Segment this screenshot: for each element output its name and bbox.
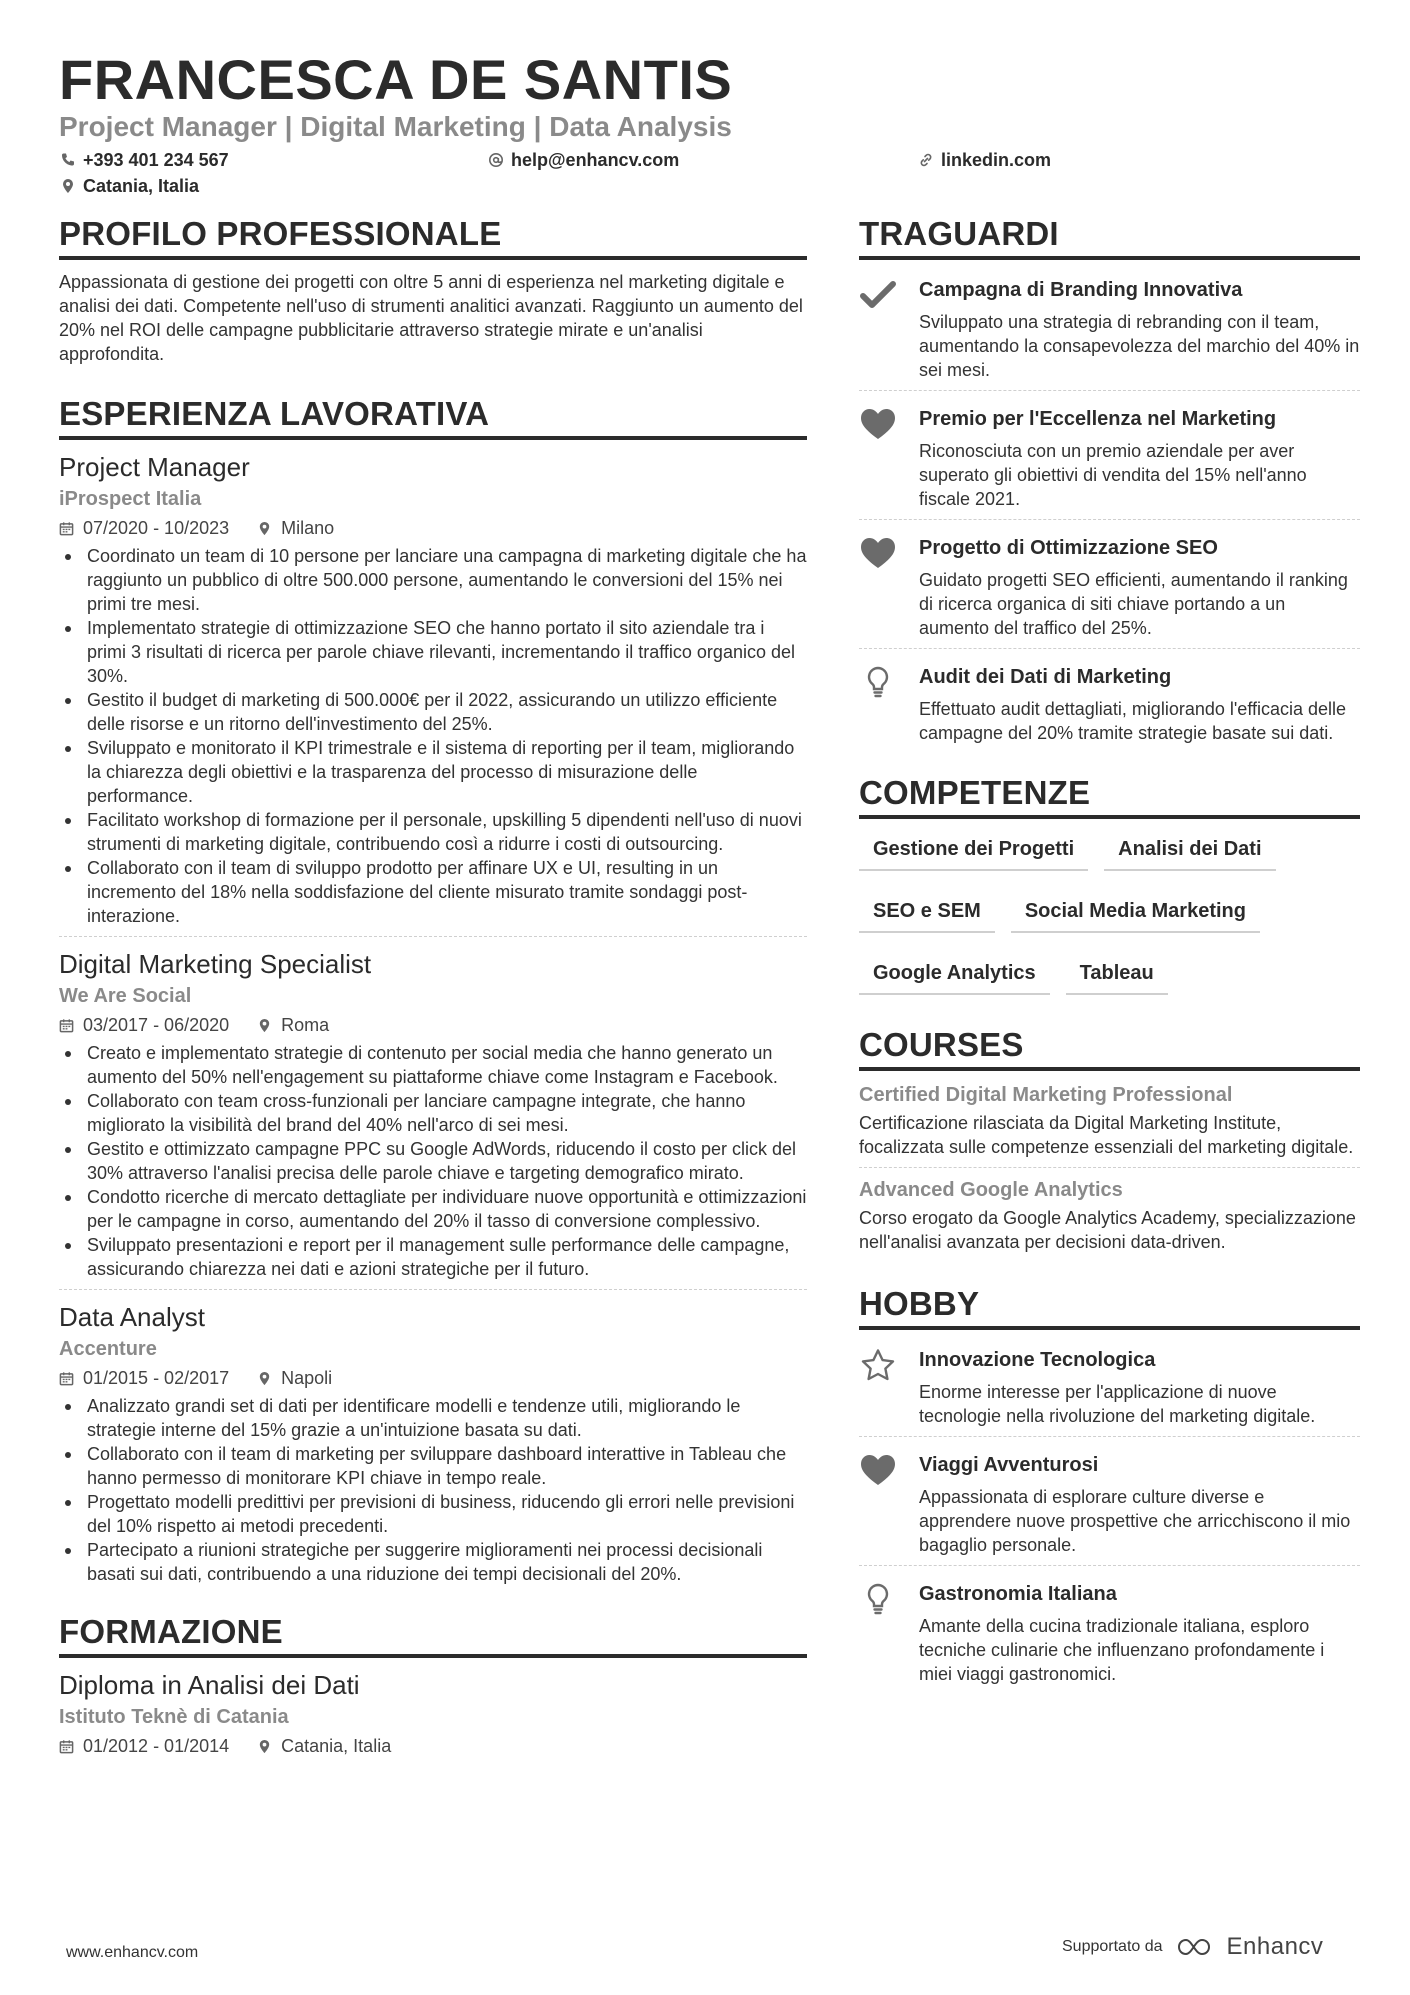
profile-section-title: PROFILO PROFESSIONALE <box>59 214 807 260</box>
skill-tag: Google Analytics <box>859 953 1050 995</box>
hobby-title: Innovazione Tecnologica <box>919 1349 1156 1371</box>
achievements-section-title: TRAGUARDI <box>859 214 1360 260</box>
left-column <box>59 214 807 1762</box>
hobby-desc: Amante della cucina tradizionale italiana, esploro tecniche culinarie che influenzano profondamente i miei viaggi gastronomici. <box>919 1616 1325 1684</box>
job-location-text: Milano <box>281 518 335 538</box>
course-desc: Certificazione rilasciata da Digital Marketing Institute, focalizzata sulle competenze essenziali del marketing digitale. <box>859 1113 1354 1157</box>
degree-title: Diploma in Analisi dei Dati <box>59 1670 360 1700</box>
experience-section-title: ESPERIENZA LAVORATIVA <box>59 394 807 440</box>
job-bullet: Collaborato con il team di marketing per sviluppare dashboard interattive in Tableau che hanno permesso di monitorare KPI chiave in tempo reale. <box>59 1442 807 1490</box>
skills-section-title: COMPETENZE <box>859 773 1360 819</box>
star-icon <box>859 1348 897 1382</box>
location-pin-icon <box>257 1371 272 1386</box>
location-pin-icon <box>60 178 76 194</box>
hobby-desc: Enorme interesse per l'applicazione di nuove tecnologie nella rivoluzione del marketing digitale. <box>919 1382 1316 1426</box>
achievement-desc: Effettuato audit dettagliati, migliorando l'efficacia delle campagne del 20% tramite strategie basate sui dati. <box>919 699 1347 743</box>
hobby-item <box>859 1574 1360 1694</box>
linkedin-text: linkedin.com <box>941 150 1052 170</box>
course-title: Certified Digital Marketing Professional <box>859 1084 1233 1106</box>
job-bullet: Sviluppato presentazioni e report per il management sulle performance delle campagne, assicurando chiarezza nei dati e azioni strategiche per il futuro. <box>59 1233 807 1281</box>
phone-text: +393 401 234 567 <box>83 150 229 170</box>
job-title: Project Manager <box>59 452 250 482</box>
achievement-desc: Sviluppato una strategia di rebranding con il team, aumentando la consapevolezza del marchio del 40% in sei mesi. <box>919 312 1360 380</box>
job-bullet: Gestito il budget di marketing di 500.000€ per il 2022, assicurando un utilizzo efficiente delle risorse e un ritorno dell'investimento del 25%. <box>59 688 807 736</box>
job-dates: 03/2017 - 06/2020 <box>83 1015 230 1035</box>
job-entry <box>59 450 807 937</box>
job-entry <box>59 1300 807 1594</box>
job-meta <box>59 1366 807 1390</box>
achievement-item <box>859 399 1360 520</box>
hobby-item <box>859 1340 1360 1437</box>
email-text: help@enhancv.com <box>511 150 680 170</box>
location-pin-icon <box>257 1739 272 1754</box>
job-location <box>257 1366 332 1390</box>
heart-icon <box>859 407 897 441</box>
course-item <box>859 1176 1360 1262</box>
job-bullet: Gestito e ottimizzato campagne PPC su Google AdWords, riducendo il costo per click del 30% attraverso l'analisi precisa delle parole chiave e targeting demografico mirato. <box>59 1137 807 1185</box>
calendar-icon <box>59 521 74 536</box>
job-bullet: Progettato modelli predittivi per previsioni di business, riducendo gli errori nelle previsioni del 10% rispetto ai metodi precedenti. <box>59 1490 807 1538</box>
course-title: Advanced Google Analytics <box>859 1179 1123 1201</box>
calendar-icon <box>59 1739 74 1754</box>
heart-icon <box>859 1453 897 1487</box>
footer-website[interactable]: www.enhancv.com <box>66 1944 199 1961</box>
education-location <box>257 1734 391 1758</box>
course-item <box>859 1081 1360 1168</box>
hobby-title: Gastronomia Italiana <box>919 1583 1117 1605</box>
job-entry <box>59 947 807 1290</box>
education-meta <box>59 1734 807 1758</box>
education-location-text: Catania, Italia <box>281 1736 392 1756</box>
job-location <box>257 516 334 540</box>
company-name: iProspect Italia <box>59 488 202 510</box>
heart-icon <box>859 536 897 570</box>
lightbulb-icon <box>859 1582 897 1616</box>
job-bullet: Creato e implementato strategie di contenuto per social media che hanno generato un aumento del 50% nell'engagement su piattaforme chiave come Instagram e Facebook. <box>59 1041 807 1089</box>
courses-section-title: COURSES <box>859 1025 1360 1071</box>
skill-tag: Social Media Marketing <box>1011 891 1260 933</box>
check-icon <box>859 278 897 312</box>
location-pin-icon <box>257 1018 272 1033</box>
phone-icon <box>60 152 76 168</box>
achievement-item <box>859 270 1360 391</box>
footer-powered-by[interactable] <box>1062 1933 1324 1960</box>
job-dates: 01/2015 - 02/2017 <box>83 1368 230 1388</box>
job-bullets <box>59 1394 807 1586</box>
enhancv-logo-icon <box>1175 1936 1221 1958</box>
job-bullet: Analizzato grandi set di dati per identificare modelli e tendenze utili, migliorando le strategie interne del 15% grazie a un'intuizione basata su dati. <box>59 1394 807 1442</box>
job-dates: 07/2020 - 10/2023 <box>83 518 230 538</box>
job-title: Digital Marketing Specialist <box>59 949 372 979</box>
achievement-title: Campagna di Branding Innovativa <box>919 279 1243 301</box>
enhancv-brand: Enhancv <box>1226 1933 1324 1960</box>
contact-linkedin[interactable] <box>918 148 1051 172</box>
achievement-item <box>859 528 1360 649</box>
company-name: We Are Social <box>59 985 192 1007</box>
link-icon <box>918 152 934 168</box>
achievement-desc: Guidato progetti SEO efficienti, aumentando il ranking di ricerca organica di siti chiave portando a un aumento del traffico del 25%. <box>919 570 1348 638</box>
contact-phone[interactable] <box>60 148 229 172</box>
skill-tag: SEO e SEM <box>859 891 995 933</box>
job-bullet: Condotto ricerche di mercato dettagliate per individuare nuove opportunità e ottimizzazioni per le campagne in corso, aumentando del 20% il tasso di conversione complessivo. <box>59 1185 807 1233</box>
right-column <box>859 214 1360 1714</box>
achievement-desc: Riconosciuta con un premio aziendale per aver superato gli obiettivi di vendita del 15% nell'anno fiscale 2021. <box>919 441 1307 509</box>
contact-location <box>60 174 199 198</box>
course-desc: Corso erogato da Google Analytics Academy, specializzazione nell'analisi avanzata per decisioni data-driven. <box>859 1208 1356 1252</box>
lightbulb-icon <box>859 665 897 699</box>
education-section-title: FORMAZIONE <box>59 1612 807 1658</box>
job-bullet: Collaborato con il team di sviluppo prodotto per affinare UX e UI, resulting in un incremento del 18% nella soddisfazione del cliente misurato tramite sondaggi post-interazione. <box>59 856 807 928</box>
achievement-item <box>859 657 1360 753</box>
job-location <box>257 1013 329 1037</box>
job-location-text: Napoli <box>281 1368 333 1388</box>
achievement-title: Progetto di Ottimizzazione SEO <box>919 537 1218 559</box>
job-bullet: Sviluppato e monitorato il KPI trimestrale e il sistema di reporting per il team, migliorando la chiarezza degli obiettivi e la trasparenza del processo di misurazione delle performance. <box>59 736 807 808</box>
school-name: Istituto Teknè di Catania <box>59 1706 289 1728</box>
profile-summary: Appassionata di gestione dei progetti con oltre 5 anni di esperienza nel marketing digitale e analisi dei dati. Competente nell'uso di strumenti analitici avanzati. Raggiunto un aumento del 20% nel ROI delle campagne pubblicitarie attraverso strategie mirate e un'analisi approfondita. <box>59 272 803 364</box>
job-bullets <box>59 544 807 928</box>
job-title: Data Analyst <box>59 1302 205 1332</box>
calendar-icon <box>59 1018 74 1033</box>
job-bullet: Coordinato un team di 10 persone per lanciare una campagna di marketing digitale che ha raggiunto un pubblico di oltre 500.000 persone, aumentando le conversioni del 15% nei primi tre mesi. <box>59 544 807 616</box>
at-icon <box>488 152 504 168</box>
achievement-title: Premio per l'Eccellenza nel Marketing <box>919 408 1277 430</box>
job-meta <box>59 516 807 540</box>
hobby-title: Viaggi Avventurosi <box>919 1454 1099 1476</box>
skill-tag: Tableau <box>1066 953 1168 995</box>
location-pin-icon <box>257 521 272 536</box>
job-bullet: Facilitato workshop di formazione per il personale, upskilling 5 dipendenti nell'uso di nuovi strumenti di marketing digitale, contribuendo così a ridurre i costi di outsourcing. <box>59 808 807 856</box>
skill-tag: Analisi dei Dati <box>1104 829 1275 871</box>
job-bullet: Partecipato a riunioni strategiche per suggerire miglioramenti nei processi decisionali basati sui dati, contribuendo a una riduzione dei tempi decisionali del 20%. <box>59 1538 807 1586</box>
job-meta <box>59 1013 807 1037</box>
location-text: Catania, Italia <box>83 176 200 196</box>
job-bullets <box>59 1041 807 1281</box>
hobby-section-title: HOBBY <box>859 1284 1360 1330</box>
hobby-desc: Appassionata di esplorare culture diverse e apprendere nuove prospettive che arricchiscono il mio bagaglio personale. <box>919 1487 1351 1555</box>
skills-list <box>859 829 1360 1015</box>
candidate-name: FRANCESCA DE SANTIS <box>59 48 733 111</box>
job-bullet: Implementato strategie di ottimizzazione SEO che hanno portato il sito aziendale tra i primi 3 risultati di ricerca per parole chiave rilevanti, incrementando il traffico organico del 30%. <box>59 616 807 688</box>
skill-tag: Gestione dei Progetti <box>859 829 1088 871</box>
education-dates: 01/2012 - 01/2014 <box>83 1736 230 1756</box>
contact-email[interactable] <box>488 148 679 172</box>
job-bullet: Collaborato con team cross-funzionali per lanciare campagne integrate, che hanno migliorato la visibilità del brand del 40% nell'arco di sei mesi. <box>59 1089 807 1137</box>
candidate-subtitle: Project Manager | Digital Marketing | Data Analysis <box>59 111 732 142</box>
company-name: Accenture <box>59 1338 157 1360</box>
calendar-icon <box>59 1371 74 1386</box>
powered-by-text: Supportato da <box>1062 1938 1163 1955</box>
job-location-text: Roma <box>281 1015 330 1035</box>
achievement-title: Audit dei Dati di Marketing <box>919 666 1172 688</box>
hobby-item <box>859 1445 1360 1566</box>
